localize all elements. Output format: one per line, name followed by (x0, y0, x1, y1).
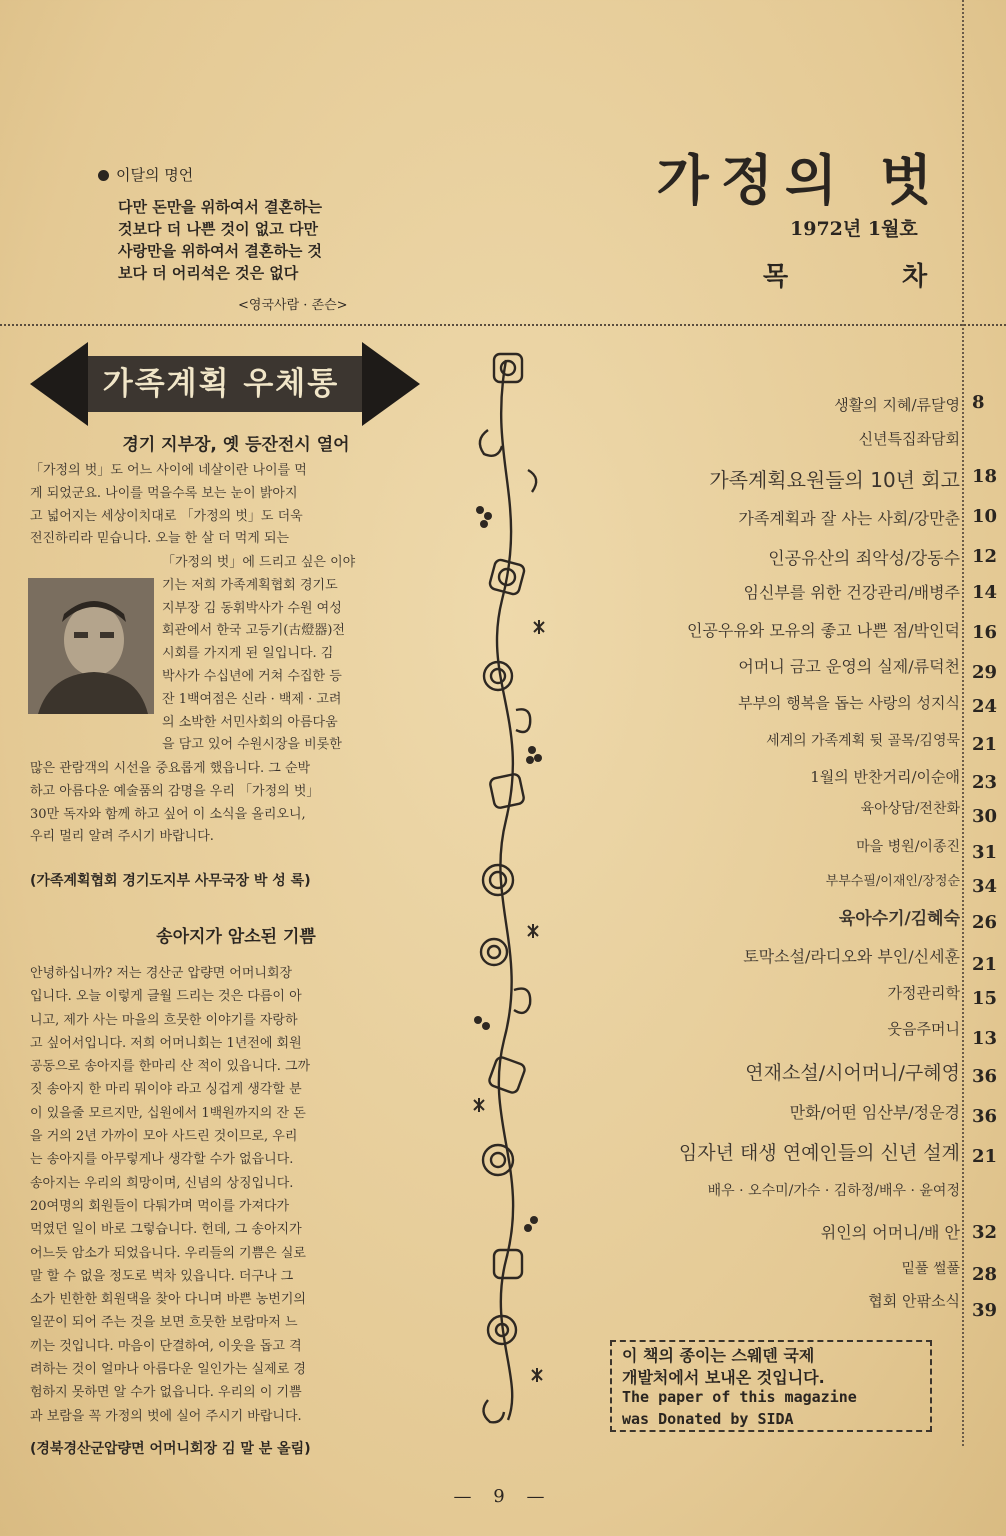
quote-heading: 이달의 명언 (116, 166, 194, 184)
toc-entry-page: 13 (972, 1028, 998, 1049)
body-line: 안녕하십니까? 저는 경산군 압량면 어머니회장 (30, 966, 293, 981)
toc-entry-page: 36 (972, 1106, 998, 1127)
toc-entry-title: 세계의 가족계획 뒷 골목/김영묵 (766, 733, 960, 749)
article1-title: 경기 지부장, 옛 등잔전시 열어 (122, 435, 350, 455)
body-line: 과 보람을 꼭 가정의 벗에 실어 주시기 바랍니다. (30, 1408, 302, 1424)
body-line: 니고, 제가 사는 마을의 흐뭇한 이야기를 자랑하 (30, 1012, 298, 1028)
body-line: 려하는 것이 얼마나 아름다운 일인가는 실제로 경 (30, 1362, 306, 1378)
toc-entry-title: 연재소설/시어머니/구혜영 (745, 1062, 960, 1084)
donation-note-english (622, 1386, 932, 1430)
toc-entry-title: 임자년 태생 연예인들의 신년 설계 (678, 1142, 960, 1164)
article1-signature: (가족계획협회 경기도지부 사무국장 박 성 록) (30, 873, 311, 889)
body-line: 전진하리라 믿습니다. 오늘 한 살 더 먹게 되는 (30, 531, 290, 547)
toc-heading-1: 목 (763, 262, 789, 292)
toc-entry-title: 토막소설/라디오와 부인/신세훈 (743, 947, 960, 966)
body-line: 우리 멀리 알려 주시기 바랍니다. (30, 829, 214, 845)
donation-note-korean (622, 1345, 932, 1389)
toc-entry-title: 1월의 반찬거리/이순애 (810, 768, 960, 786)
body-line: 어느듯 암소가 되었읍니다. 우리들의 기쁨은 실로 (30, 1245, 306, 1261)
body-line: 고 넓어지는 세상이치대로 「가정의 벗」도 더욱 (30, 508, 303, 524)
body-line: 을 거의 2년 가까이 모아 사드린 것이므로, 우리 (30, 1129, 298, 1145)
magazine-title: 가정의 벗 (656, 148, 944, 212)
body-line: 험하지 못하면 알 수가 없읍니다. 우리의 이 기쁨 (30, 1385, 302, 1401)
article1-body-bottom (30, 758, 442, 849)
toc-entry-title: 가족계획과 잘 사는 사회/강만춘 (738, 509, 960, 528)
body-line: 공동으로 송아지를 한마리 산 적이 있읍니다. 그까 (30, 1059, 311, 1075)
toc-entry-page: 26 (972, 912, 998, 933)
toc-entry-title: 배우 · 오수미/가수 · 김하정/배우 · 윤여정 (707, 1183, 960, 1199)
body-line: 일꾼이 되어 주는 것을 보면 흐뭇한 보람마저 느 (30, 1315, 298, 1331)
quote-line: 것보다 더 나쁜 것이 없고 다만 (118, 220, 318, 238)
toc-entry-title: 인공우유와 모유의 좋고 나쁜 점/박인덕 (686, 621, 960, 640)
toc-entry-page: 14 (972, 582, 998, 603)
body-line: 말 할 수 없을 정도로 벅차 있읍니다. 더구나 그 (30, 1268, 294, 1284)
body-line: 끼는 것입니다. 마음이 단결하여, 이웃을 돕고 격 (30, 1338, 302, 1354)
body-line: 기는 저희 가족계획협회 경기도 (162, 577, 338, 593)
toc-entry-title: 밑풀 썰풀 (901, 1261, 960, 1277)
page-number: — 9 — (453, 1486, 553, 1507)
body-line: 을 담고 있어 수원시장을 비롯한 (162, 737, 342, 753)
toc-entry-title: 만화/어떤 임산부/정운경 (789, 1103, 960, 1122)
quote-line: 사랑만을 위하여서 결혼하는 것 (118, 242, 323, 260)
toc-entry-title: 위인의 어머니/배 안 (820, 1223, 960, 1242)
toc-entry-title: 마을 병원/이종진 (856, 839, 960, 855)
toc-entry-page: 28 (972, 1264, 998, 1285)
body-line: 이 있을줄 모르지만, 십원에서 1백원까지의 잔 돈 (30, 1105, 306, 1121)
toc-entry-title: 신년특집좌담회 (858, 430, 960, 448)
note-line: was Donated by SIDA (622, 1410, 794, 1428)
note-line: The paper of this magazine (622, 1388, 857, 1406)
body-line: 는 송아지를 아무렇게나 생각할 수가 없읍니다. (30, 1152, 294, 1168)
body-line: 소가 빈한한 회원댁을 찾아 다니며 바쁜 농번기의 (30, 1292, 306, 1308)
issue-date: 1972년 1월호 (790, 218, 918, 240)
article1-body-side (162, 552, 442, 757)
body-line: 게 되었군요. 나이를 먹을수록 보는 눈이 밝아지 (30, 485, 298, 501)
toc-entry-page: 32 (972, 1222, 998, 1243)
toc-entry-title: 육아수기/김혜숙 (838, 909, 960, 929)
toc-entry-page: 31 (972, 842, 998, 863)
bullet-icon (98, 170, 109, 181)
toc-entry-page: 29 (972, 662, 998, 683)
body-line: 20여명의 회원들이 다퉈가며 먹이를 가져다가 (30, 1198, 290, 1214)
body-line: 시회를 가지게 된 일입니다. 김 (162, 646, 334, 662)
toc-entry-title: 가정관리학 (887, 984, 960, 1002)
toc-entry-title: 인공유산의 죄악성/강동수 (768, 549, 960, 569)
toc-entry-title: 웃음주머니 (887, 1020, 960, 1038)
toc-entry-title: 가족계획요원들의 10년 회고 (709, 468, 960, 492)
toc-entry-page: 24 (972, 696, 998, 717)
body-line: 박사가 수십년에 거쳐 수집한 등 (162, 668, 342, 684)
toc-entry-title: 부부수필/이재인/장정순 (825, 874, 960, 889)
body-line: 많은 관람객의 시선을 중요롭게 했읍니다. 그 순박 (30, 761, 311, 776)
quote-source: <영국사람 · 존슨> (238, 298, 348, 313)
article2-title: 송아지가 암소된 기쁨 (156, 927, 316, 947)
body-line: 고 싶어서입니다. 저희 어머니회는 1년전에 회원 (30, 1035, 302, 1051)
body-line: 「가정의 벗」도 어느 사이에 네살이란 나이를 먹 (30, 463, 307, 478)
toc-entry-page: 15 (972, 988, 998, 1009)
body-line: 송아지는 우리의 희망이며, 신념의 상징입니다. (30, 1175, 294, 1191)
body-line: 「가정의 벗」에 드리고 싶은 이야 (162, 555, 356, 570)
body-line: 먹였던 일이 바로 그렇습니다. 헌데, 그 송아지가 (30, 1222, 302, 1238)
body-line: 지부장 김 동휘박사가 수원 여성 (162, 600, 342, 616)
toc-entry-page: 23 (972, 772, 998, 793)
body-line: 짓 송아지 한 마리 뭐이야 라고 싱겁게 생각할 분 (30, 1082, 302, 1098)
body-line: 잔 1백여점은 신라 · 백제 · 고려 (162, 691, 342, 707)
toc-entry-page: 39 (972, 1300, 998, 1321)
toc-entry-title: 부부의 행복을 돕는 사랑의 성지식 (738, 694, 960, 712)
horizontal-divider (0, 324, 1006, 326)
toc-entry-title: 어머니 금고 운영의 실제/류덕천 (738, 657, 960, 676)
quote-text (118, 196, 388, 284)
body-line: 회관에서 한국 고등기(古燈器)전 (162, 623, 345, 639)
toc-entry-page: 12 (972, 546, 998, 567)
toc-entry-page: 10 (972, 506, 998, 527)
body-line: 하고 아름다운 예술품의 감명을 우리 「가정의 벗」 (30, 783, 320, 799)
toc-entry-title: 임신부를 위한 건강관리/배병주 (743, 583, 960, 602)
body-line: 의 소박한 서민사회의 아름다움 (162, 714, 338, 730)
toc-entry-title: 육아상담/전찬화 (860, 801, 960, 817)
toc-entry-page: 30 (972, 806, 998, 827)
banner-title: 가족계획 우체통 (102, 366, 340, 402)
toc-entry-page: 36 (972, 1066, 998, 1087)
toc-entry-page: 8 (972, 392, 985, 413)
table-of-contents (548, 386, 1006, 1386)
toc-entry-page: 16 (972, 622, 998, 643)
toc-entry-title: 생활의 지혜/류달영 (834, 396, 960, 414)
article2-signature: (경북경산군압량면 어머니회장 김 말 분 올림) (30, 1441, 311, 1457)
body-line: 30만 독자와 함께 하고 싶어 이 소식을 올리오니, (30, 806, 306, 822)
article2-body (30, 962, 442, 1428)
toc-heading-2: 차 (902, 262, 928, 292)
toc-entry-title: 협회 안팎소식 (868, 1292, 960, 1310)
toc-entry-page: 18 (972, 466, 998, 487)
toc-entry-page: 21 (972, 1146, 998, 1167)
note-line: 개발처에서 보내온 것입니다. (622, 1368, 825, 1387)
note-line: 이 책의 종이는 스웨덴 국제 (622, 1346, 815, 1365)
toc-entry-page: 34 (972, 876, 998, 897)
article1-body-top (30, 460, 442, 551)
toc-entry-page: 21 (972, 954, 998, 975)
portrait-photo (28, 578, 154, 714)
body-line: 입니다. 오늘 이렇게 글월 드리는 것은 다름이 아 (30, 989, 302, 1005)
decorative-vine-border (458, 340, 558, 1430)
quote-line: 보다 더 어리석은 것은 없다 (118, 264, 299, 282)
quote-line: 다만 돈만을 위하여서 결혼하는 (118, 198, 323, 216)
toc-entry-page: 21 (972, 734, 998, 755)
